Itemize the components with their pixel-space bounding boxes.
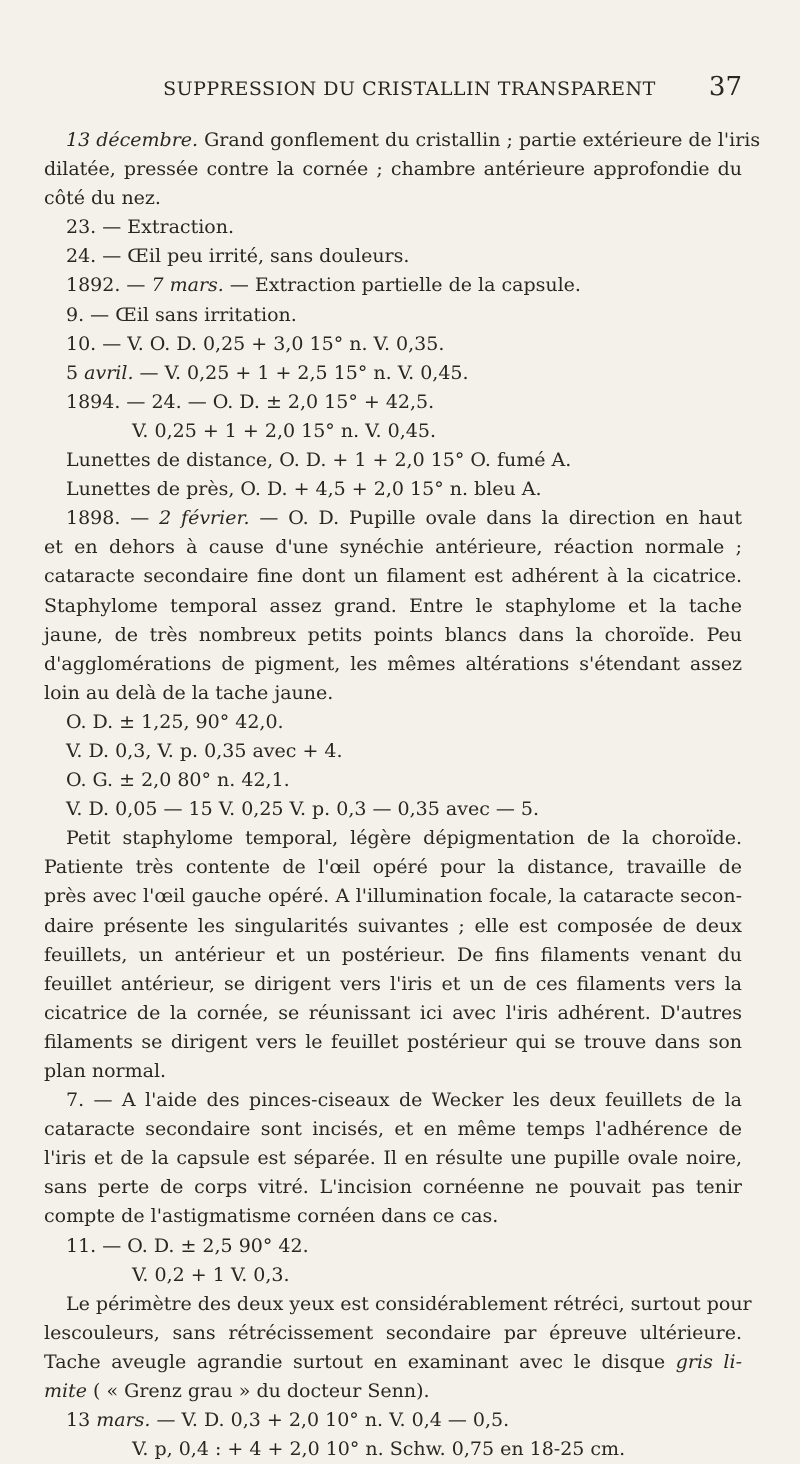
line-text: filaments se dirigent vers le feuillet postérieur qui se trouve dans son	[44, 1030, 742, 1053]
text-line	[44, 766, 742, 795]
line-text: daire présente les singularités suivantes ; elle est composée de deux	[44, 914, 742, 937]
text-line	[44, 941, 742, 970]
text-line	[44, 242, 742, 271]
line-text: lescouleurs, sans rétrécissement secondaire par épreuve ultérieure.	[44, 1321, 742, 1344]
italic-date: avril.	[84, 361, 134, 384]
text-line	[44, 853, 742, 882]
text-line	[44, 504, 742, 533]
line-text: Le périmètre des deux yeux est considérablement rétréci, surtout pour	[66, 1292, 752, 1315]
italic-date: mars.	[96, 1409, 151, 1432]
text-line	[44, 999, 742, 1028]
line-text: Petit staphylome temporal, légère dépigmentation de la choroïde.	[66, 827, 742, 850]
text-line	[44, 912, 742, 941]
line-text: O. G. ± 2,0 80° n. 42,1.	[66, 769, 290, 792]
text-line	[44, 1406, 742, 1435]
page-body	[44, 126, 761, 1464]
line-text: l'iris et de la capsule est séparée. Il en résulte une pupille ovale noire,	[44, 1147, 742, 1170]
text-line	[44, 795, 742, 824]
text-line	[44, 824, 742, 853]
text-line	[44, 330, 742, 359]
text-line	[44, 271, 742, 300]
text-line	[44, 1435, 742, 1464]
line-text: feuillets, un antérieur et un postérieur. De fins filaments venant du	[44, 943, 742, 966]
text-line	[44, 155, 742, 184]
line-text: O. D. ± 1,25, 90° 42,0.	[66, 710, 284, 733]
line-text: V. D. 0,05 — 15 V. 0,25 V. p. 0,3 — 0,35 avec — 5.	[66, 798, 540, 821]
running-title: SUPPRESSION DU CRISTALLIN TRANSPARENT	[163, 78, 656, 100]
line-text: plan normal.	[44, 1060, 167, 1082]
text-line	[44, 184, 742, 213]
text-line	[44, 1319, 742, 1348]
italic-date: mite	[44, 1380, 87, 1403]
line-text: 23. — Extraction.	[66, 216, 234, 239]
text-line	[44, 1290, 752, 1319]
line-text: ( « Grenz grau » du docteur Senn).	[86, 1380, 430, 1403]
line-text: — V. D. 0,3 + 2,0 10° n. V. 0,4 — 0,5.	[150, 1409, 510, 1432]
line-prefix: 1892. —	[66, 274, 152, 297]
text-line	[44, 621, 742, 650]
line-text: Lunettes de près, O. D. + 4,5 + 2,0 15° n. bleu A.	[66, 478, 542, 501]
line-text: — V. 0,25 + 1 + 2,5 15° n. V. 0,45.	[133, 361, 469, 384]
text-line	[44, 446, 742, 475]
line-text: dilatée, pressée contre la cornée ; chambre antérieure approfondie du	[44, 158, 742, 181]
text-line	[44, 301, 742, 330]
text-line	[44, 650, 742, 679]
text-line	[44, 882, 742, 911]
text-line	[44, 562, 742, 591]
text-line	[44, 1086, 742, 1115]
line-text: côté du nez.	[44, 187, 161, 210]
line-text: Grand gonflement du cristallin ; partie extérieure de l'iris	[198, 129, 761, 151]
line-text: 11. — O. D. ± 2,5 90° 42.	[66, 1234, 309, 1257]
line-text: d'agglomérations de pigment, les mêmes altérations s'étendant assez	[44, 652, 742, 675]
text-line	[44, 679, 742, 708]
text-line	[44, 1057, 742, 1086]
line-text: et en dehors à cause d'une synéchie antérieure, réaction normale ;	[44, 536, 742, 559]
text-line	[44, 1028, 742, 1057]
text-line	[44, 1115, 742, 1144]
page-number: 37	[708, 72, 742, 102]
line-text: sans perte de corps vitré. L'incision cornéenne ne pouvait pas tenir	[44, 1176, 742, 1199]
italic-date: 2 février.	[159, 507, 250, 530]
line-text: 1894. — 24. — O. D. ± 2,0 15° + 42,5.	[66, 390, 435, 413]
line-text: — O. D. Pupille ovale dans la direction en haut	[249, 507, 742, 530]
line-text: V. D. 0,3, V. p. 0,35 avec + 4.	[66, 739, 343, 762]
line-prefix: 13	[66, 1409, 97, 1432]
line-text: Patiente très contente de l'œil opéré pour la distance, travaille de	[44, 856, 742, 879]
text-line	[44, 1202, 742, 1231]
text-line	[44, 475, 742, 504]
line-text: 10. — V. O. D. 0,25 + 3,0 15° n. V. 0,35.	[66, 332, 445, 355]
line-text: — Extraction partielle de la capsule.	[223, 274, 581, 297]
line-text: cataracte secondaire fine dont un filament est adhérent à la cicatrice.	[44, 565, 742, 588]
line-text: feuillet antérieur, se dirigent vers l'iris et un de ces filaments vers la	[44, 972, 742, 995]
text-line	[44, 1173, 742, 1202]
line-text: compte de l'astigmatisme cornéen dans ce cas.	[44, 1205, 499, 1228]
line-text: cataracte secondaire sont incisés, et en même temps l'adhérence de	[44, 1118, 742, 1141]
page-header	[75, 72, 742, 102]
text-line	[44, 213, 742, 242]
line-text: 24. — Œil peu irrité, sans douleurs.	[66, 245, 410, 268]
line-text: V. 0,25 + 1 + 2,0 15° n. V. 0,45.	[132, 419, 436, 442]
line-text: loin au delà de la tache jaune.	[44, 681, 334, 704]
text-line	[44, 1377, 742, 1406]
italic-date: gris li-	[675, 1350, 742, 1373]
text-line	[44, 1261, 742, 1290]
text-line	[44, 592, 742, 621]
text-line	[44, 417, 742, 446]
italic-date: 13 décembre.	[66, 129, 199, 151]
line-text: Staphylome temporal assez grand. Entre le staphylome et la tache	[44, 594, 742, 617]
line-text: cicatrice de la cornée, se réunissant ici avec l'iris adhérent. D'autres	[44, 1001, 742, 1024]
text-line	[44, 1144, 742, 1173]
text-line	[44, 388, 742, 417]
line-text: V. p, 0,4 : + 4 + 2,0 10° n. Schw. 0,75 en 18-25 cm.	[132, 1438, 626, 1461]
text-line	[44, 533, 742, 562]
line-text: V. 0,2 + 1 V. 0,3.	[132, 1263, 290, 1286]
text-line	[44, 708, 742, 737]
line-prefix: Tache aveugle agrandie surtout en examinant avec le disque	[44, 1350, 676, 1373]
text-line	[44, 737, 742, 766]
line-prefix: 5	[66, 361, 85, 384]
text-line	[44, 126, 761, 155]
text-line	[44, 359, 742, 388]
line-text: 7. — A l'aide des pinces-ciseaux de Wecker les deux feuillets de la	[66, 1089, 742, 1112]
line-prefix: 1898. —	[66, 507, 160, 530]
text-line	[44, 1232, 742, 1261]
italic-date: 7 mars.	[151, 274, 224, 297]
line-text: Lunettes de distance, O. D. + 1 + 2,0 15° O. fumé A.	[66, 449, 572, 472]
line-text: 9. — Œil sans irritation.	[66, 303, 297, 326]
text-line	[44, 970, 742, 999]
line-text: près avec l'œil gauche opéré. A l'illumination focale, la cataracte secon-	[44, 885, 742, 908]
line-text: jaune, de très nombreux petits points blancs dans la choroïde. Peu	[44, 623, 742, 646]
